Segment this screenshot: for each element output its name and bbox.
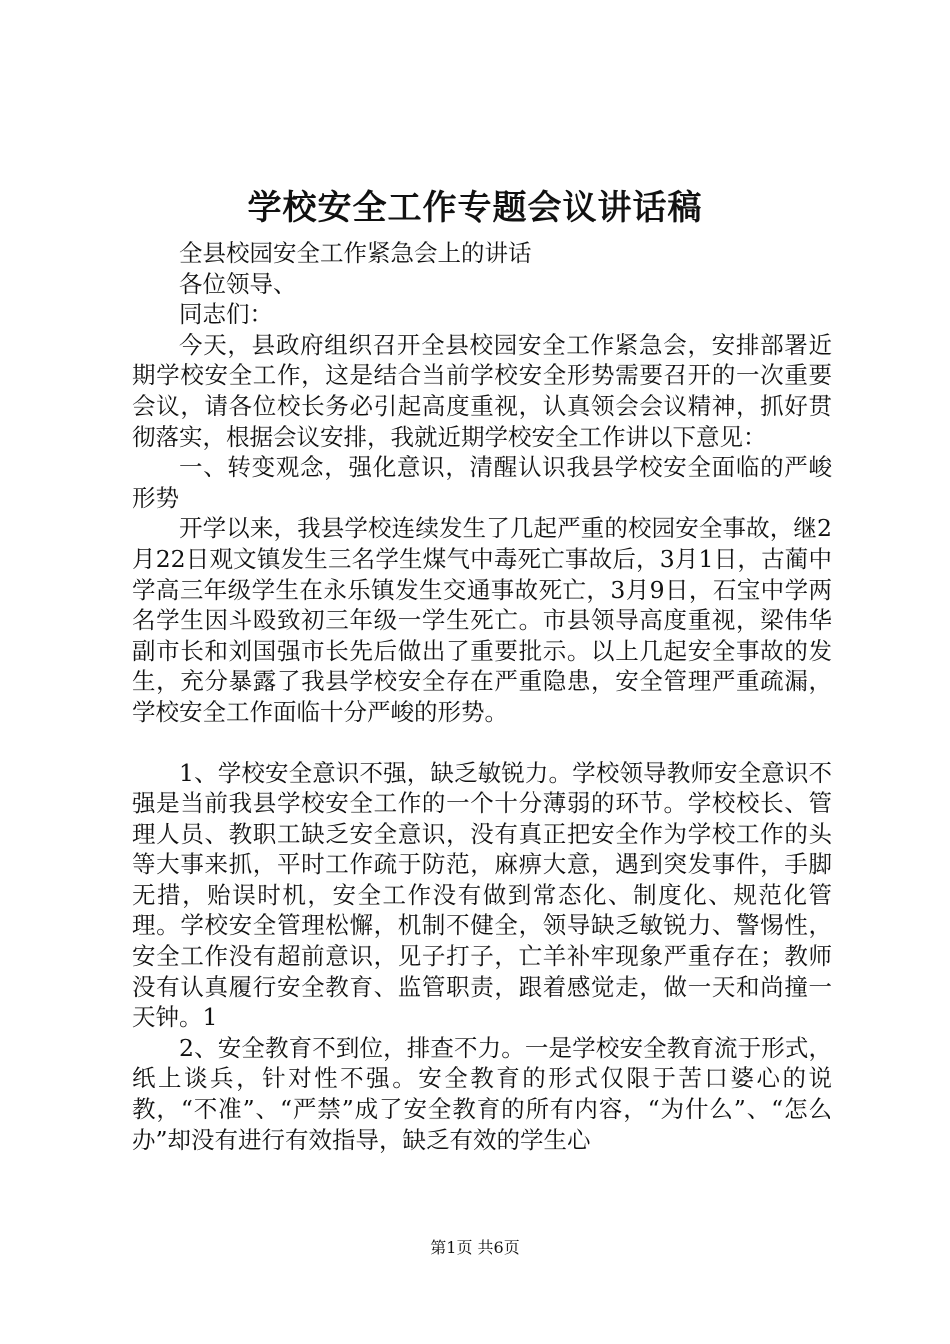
paragraph-incidents: 开学以来，我县学校连续发生了几起严重的校园安全事故，继2月22日观文镇发生三名学生煤气中毒死亡事故后，3月1日，古蔺中学高三年级学生在永乐镇发生交通事故死亡，3月9日，石宝中学两名学生因斗殴致初三年级一学生死亡。市县领导高度重视，梁伟华副市长和刘国强市长先后做出了重要批示。以上几起安全事故的发生，充分暴露了我县学校安全存在严重隐患，安全管理严重疏漏，学校安全工作面临十分严峻的形势。 — [132, 514, 832, 726]
page-number-footer: 第1页 共6页 — [430, 1238, 520, 1257]
paragraph-intro: 今天，县政府组织召开全县校园安全工作紧急会，安排部署近期学校安全工作，这是结合当前学校安全形势需要召开的一次重要会议，请各位校长务必引起高度重视，认真领会会议精神，抓好贯彻落实，根据会议安排，我就近期学校安全工作讲以下意见： — [132, 330, 832, 451]
document-title: 学校安全工作专题会议讲话稿 — [247, 188, 703, 228]
paragraph-point-1: 1、学校安全意识不强，缺乏敏锐力。学校领导教师安全意识不强是当前我县学校安全工作的一个十分薄弱的环节。学校校长、管理人员、教职工缺乏安全意识，没有真正把安全作为学校工作的头等大事来抓，平时工作疏于防范，麻痹大意，遇到突发事件，手脚无措，贻误时机，安全工作没有做到常态化、制度化、规范化管理。学校安全管理松懈，机制不健全，领导缺乏敏锐力、警惕性，安全工作没有超前意识，见子打子，亡羊补牢现象严重存在；教师没有认真履行安全教育、监管职责，跟着感觉走，做一天和尚撞一天钟。1 — [132, 758, 832, 1032]
salutation-line-2: 同志们： — [179, 300, 273, 329]
salutation-line-1: 各位领导、 — [179, 269, 297, 298]
speech-heading: 全县校园安全工作紧急会上的讲话 — [179, 239, 532, 267]
document-body — [132, 238, 832, 1155]
section-heading-1: 一、转变观念，强化意识，清醒认识我县学校安全面临的严峻形势 — [132, 453, 832, 512]
paragraph-point-2: 2、安全教育不到位，排查不力。一是学校安全教育流于形式，纸上谈兵，针对性不强。安全教育的形式仅限于苦口婆心的说教，“不准”、“严禁”成了安全教育的所有内容，“为什么”、“怎么办”却没有进行有效指导，缺乏有效的学生心 — [132, 1033, 832, 1154]
